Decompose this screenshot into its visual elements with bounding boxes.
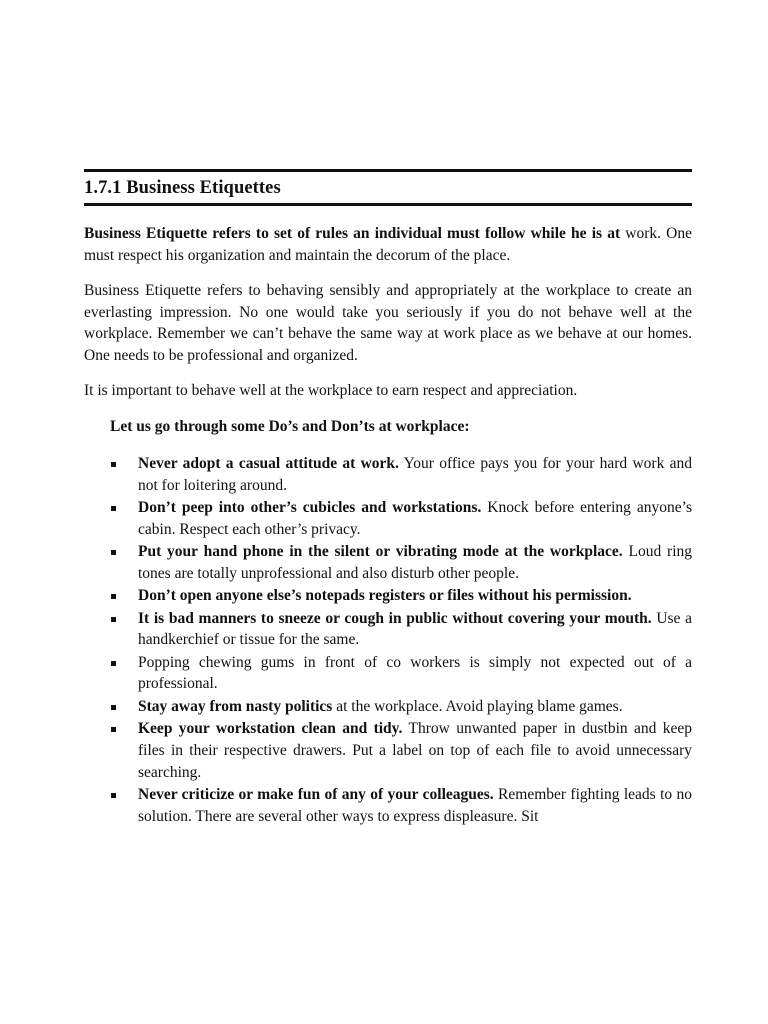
square-bullet-icon (111, 617, 116, 622)
rule-text: Use a handkerchief or tissue for the same. (138, 609, 692, 649)
list-item (138, 585, 692, 607)
rule-bold: Keep your workstation clean and tidy. (138, 720, 403, 738)
rule-text: Popping chewing gums in front of co workers is simply not expected out of a professional. (138, 653, 692, 693)
list-item (138, 453, 692, 497)
rule-bold: Stay away from nasty politics (138, 697, 333, 715)
square-bullet-icon (111, 594, 116, 599)
rule-bold: Never adopt a casual attitude at work. (138, 455, 399, 472)
rules-list (84, 453, 692, 828)
rule-bold: It is bad manners to sneeze or cough in public without covering your mouth. (138, 609, 652, 627)
rule-text: Remember fighting leads to no solution. There are several other ways to express displeasure. Sit (138, 785, 692, 825)
square-bullet-icon (111, 462, 116, 467)
paragraph-2: Business Etiquette refers to behaving sensibly and appropriately at the workplace to create an everlasting impression. No one would take you seriously if you do not behave well at the workplace. Remember we can’t behave the same way at work place as we behave at our homes. One needs to be professional and organized. (84, 282, 692, 364)
section-heading-bar (84, 169, 692, 206)
rule-text: at the workplace. Avoid playing blame games. (332, 697, 623, 715)
square-bullet-icon (111, 793, 116, 798)
rule-bold: Don’t open anyone else’s notepads registers or files without his permission. (138, 587, 632, 605)
paragraph-3: It is important to behave well at the workplace to earn respect and appreciation. (84, 382, 578, 399)
list-item (138, 541, 692, 585)
square-bullet-icon (111, 705, 116, 710)
list-item (138, 784, 692, 828)
document-page (84, 169, 692, 828)
rule-bold: Never criticize or make fun of any of your colleagues. (138, 785, 494, 803)
section-title: 1.7.1 Business Etiquettes (84, 178, 281, 198)
intro-paragraph (84, 223, 692, 266)
square-bullet-icon (111, 661, 116, 666)
list-item (138, 718, 692, 783)
list-item (138, 608, 692, 652)
rule-bold: Put your hand phone in the silent or vibrating mode at the workplace. (138, 543, 623, 561)
rule-text: Loud ring tones are totally unprofessional and also disturb other people. (138, 543, 692, 582)
intro-rest-text: work. One must respect his organization and maintain the decorum of the place. (84, 225, 692, 264)
dos-donts-subheading: Let us go through some Do’s and Don’ts at workplace: (110, 417, 470, 435)
rule-bold: Don’t peep into other’s cubicles and workstations. (138, 499, 482, 517)
rule-text: Knock before entering anyone’s cabin. Respect each other’s privacy. (138, 499, 692, 538)
square-bullet-icon (111, 727, 116, 732)
list-item (138, 696, 692, 718)
rule-text: Your office pays you for your hard work and not for loitering around. (138, 455, 692, 494)
square-bullet-icon (111, 550, 116, 555)
list-item (138, 497, 692, 541)
rule-text: Throw unwanted paper in dustbin and keep files in their respective drawers. Put a label on top of each file to avoid unnecessary searching. (138, 720, 692, 781)
square-bullet-icon (111, 506, 116, 511)
list-item (138, 652, 692, 696)
intro-bold-text: Business Etiquette refers to set of rules an individual must follow while he is at (84, 225, 621, 242)
